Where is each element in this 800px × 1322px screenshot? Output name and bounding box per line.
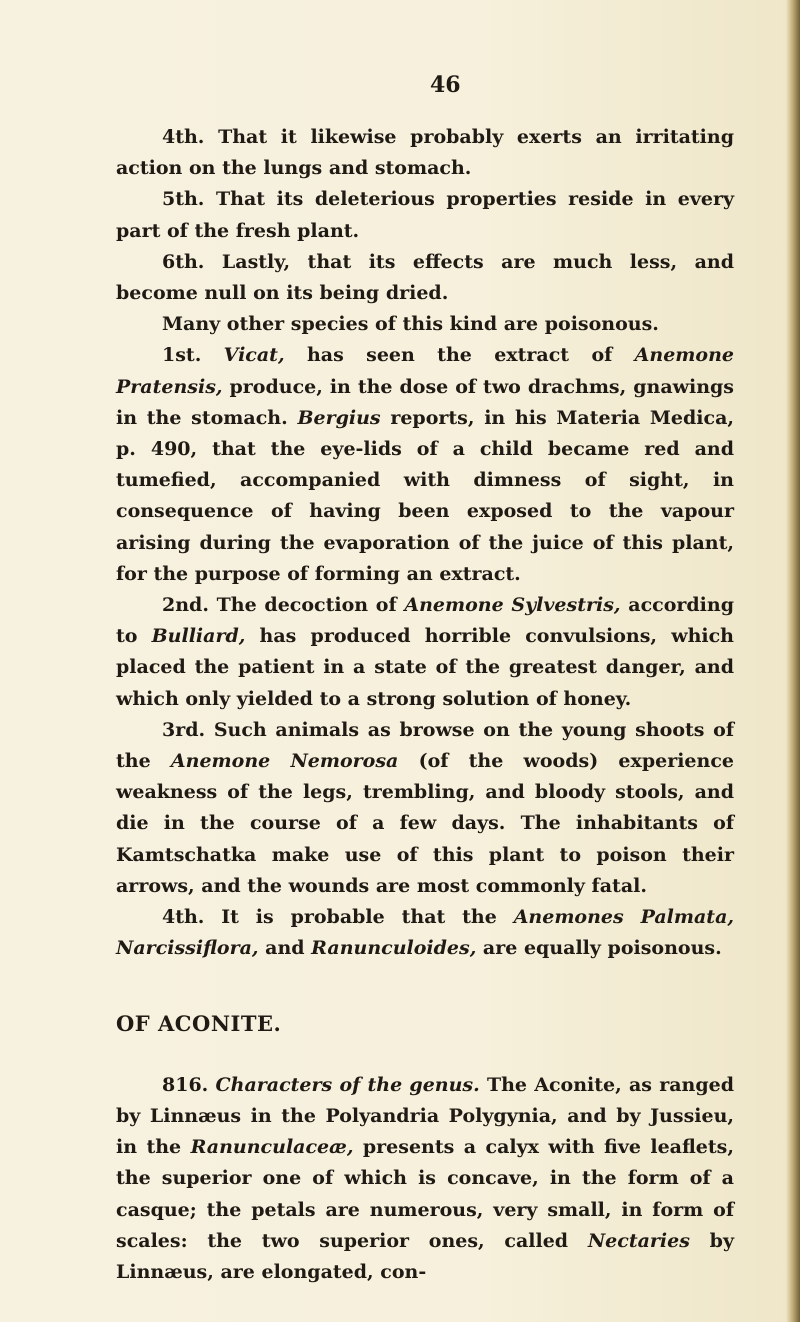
text-run: 4th. It is probable that the <box>162 906 514 929</box>
text-run: 2nd. The decoction of <box>162 594 405 617</box>
text-run: are equally poisonous. <box>476 937 722 960</box>
italic-text: Characters of the genus. <box>215 1073 480 1096</box>
text-run: 3rd. Such animals as browse on the young shoots of the <box>116 718 734 773</box>
text-run: by Linnæus, are elongated, con- <box>116 1229 734 1283</box>
paragraph-p9 <box>116 1070 734 1288</box>
paragraph-p6 <box>116 590 734 715</box>
text-run: 5th. That its deleterious properties reside in every part of the fresh plant. <box>116 188 734 242</box>
section-heading: OF ACONITE. <box>116 1011 282 1037</box>
italic-text: Anemones Palmata, Narcissiflora, <box>116 906 734 960</box>
paragraphs-before-heading <box>116 122 734 964</box>
text-run: has seen the extract of <box>284 344 635 367</box>
italic-text: Vicat, <box>223 344 285 367</box>
text-run: according to <box>116 594 734 648</box>
text-run: produce, in the dose of two drachms, gnawings in the stomach. <box>116 375 734 429</box>
page-edge-shadow <box>786 0 800 1322</box>
paragraph-p3 <box>116 247 734 309</box>
paragraph-p7 <box>116 715 734 902</box>
italic-text: Anemone Pratensis, <box>116 344 734 398</box>
text-run: has produced horrible convulsions, which placed the patient in a state of the greatest danger, and which only yielded to a strong solution of honey. <box>116 625 734 710</box>
paragraph-p4 <box>116 309 734 340</box>
paragraph-p5 <box>116 340 734 590</box>
text-run: presents a calyx with five leaflets, the superior one of which is concave, in the form of a casque; the petals are numerous, very small, in form of scales: the two superior ones, called <box>116 1136 734 1252</box>
text-run: 816. <box>162 1073 216 1096</box>
italic-text: Ranunculaceæ, <box>190 1136 354 1159</box>
text-run: and <box>258 937 312 960</box>
text-run: 1st. <box>162 344 224 367</box>
text-run: Many other species of this kind are poisonous. <box>162 313 659 336</box>
text-run: The Aconite, as ranged by Linnæus in the Polyandria Polygynia, and by Jussieu, in the <box>116 1073 734 1159</box>
paragraphs-after-heading <box>116 1070 734 1288</box>
text-run: (of the woods) experience weakness of the legs, trembling, and bloody stools, and die in the course of a few days. The inhabitants of Kamtschatka make use of this plant to poison their arrows, and the wounds are most commonly fatal. <box>116 750 734 897</box>
paragraph-p1 <box>116 122 734 184</box>
italic-text: Ranunculoides, <box>311 937 477 960</box>
paragraph-p8 <box>116 902 734 964</box>
text-run: reports, in his Materia Medica, p. 490, that the eye-lids of a child became red and tumefied, accompanied with dimness of sight, in consequence of having been exposed to the vapour arising during the evaporation of the juice of this plant, for the purpose of forming an extract. <box>116 406 734 585</box>
italic-text: Anemone Sylvestris, <box>404 594 621 617</box>
italic-text: Nectaries <box>587 1229 690 1252</box>
italic-text: Anemone Nemorosa <box>170 750 399 773</box>
body-text <box>116 122 734 1288</box>
paragraph-p2 <box>116 184 734 246</box>
text-run: 4th. That it likewise probably exerts an irritating action on the lungs and stomach. <box>116 126 734 180</box>
italic-text: Bulliard, <box>151 625 246 648</box>
text-run: 6th. Lastly, that its effects are much less, and become null on its being dried. <box>116 250 734 305</box>
italic-text: Bergius <box>297 406 381 429</box>
page-number: 46 <box>430 72 461 98</box>
